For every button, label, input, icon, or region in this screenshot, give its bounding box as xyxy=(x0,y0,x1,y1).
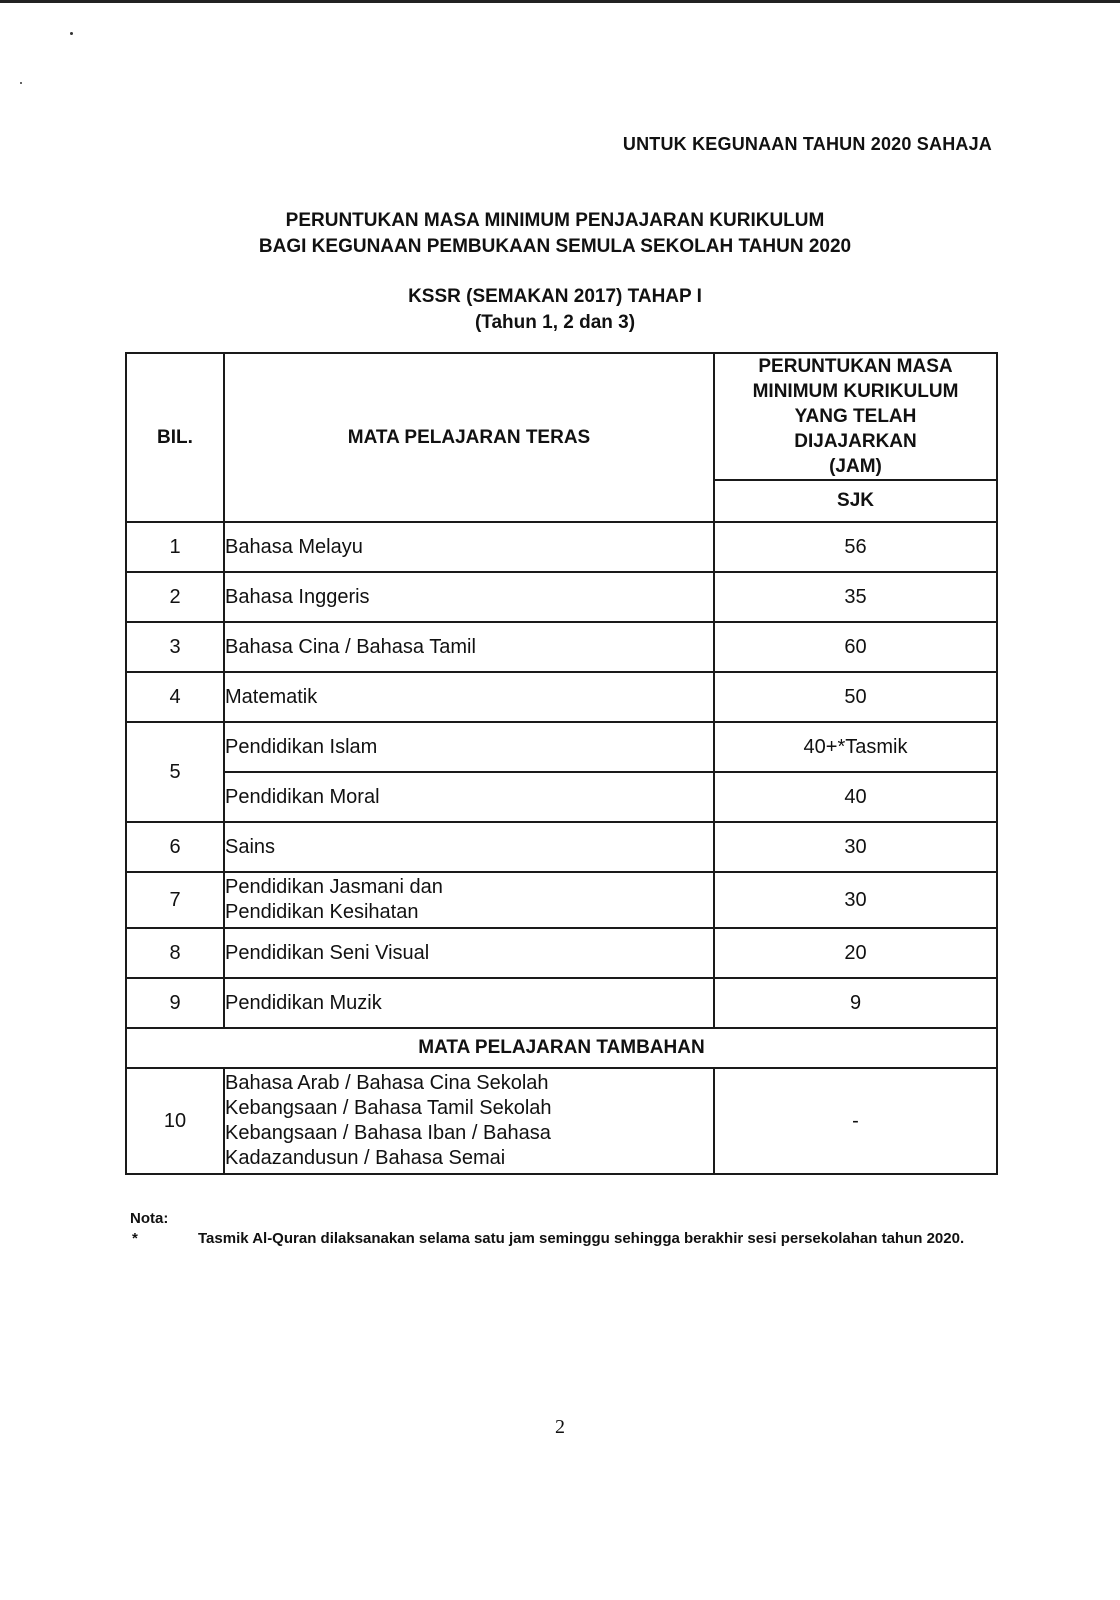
row-bil: 8 xyxy=(126,928,224,978)
row-bil: 3 xyxy=(126,622,224,672)
section-header-row xyxy=(126,1028,997,1068)
row-hours: 35 xyxy=(714,572,997,622)
title-line-1: PERUNTUKAN MASA MINIMUM PENJAJARAN KURIKULUM xyxy=(285,210,825,231)
note-item xyxy=(130,1229,998,1249)
row-bil: 10 xyxy=(126,1068,224,1174)
header-subject: MATA PELAJARAN TERAS xyxy=(224,353,714,522)
row-subject-line: Kebangsaan / Bahasa Tamil Sekolah xyxy=(225,1097,552,1119)
page-number: 2 xyxy=(555,1416,565,1438)
table-row xyxy=(126,928,997,978)
header-hours-line: DIJAJARKAN xyxy=(794,431,917,452)
row-hours: 30 xyxy=(714,872,997,928)
table-row xyxy=(126,722,997,772)
header-hours-line: PERUNTUKAN MASA xyxy=(758,356,953,377)
scan-speck xyxy=(70,32,73,35)
row-subject-line: Kebangsaan / Bahasa Iban / Bahasa xyxy=(225,1122,551,1144)
row-bil: 2 xyxy=(126,572,224,622)
row-subject: Pendidikan Moral xyxy=(224,772,714,822)
row-subject: Pendidikan Muzik xyxy=(224,978,714,1028)
notes-section xyxy=(130,1210,998,1249)
row-bil: 1 xyxy=(126,522,224,572)
row-hours: 56 xyxy=(714,522,997,572)
table-row xyxy=(126,572,997,622)
row-bil: 4 xyxy=(126,672,224,722)
row-hours: - xyxy=(714,1068,997,1174)
header-hours-line: MINIMUM KURIKULUM xyxy=(752,381,959,402)
table-row xyxy=(126,672,997,722)
curriculum-hours-table xyxy=(125,352,998,1175)
row-bil: 7 xyxy=(126,872,224,928)
table-row xyxy=(126,822,997,872)
row-hours: 20 xyxy=(714,928,997,978)
header-hours-line: YANG TELAH xyxy=(794,406,917,427)
subtitle-line-2: (Tahun 1, 2 dan 3) xyxy=(474,312,636,333)
row-subject: Bahasa Cina / Bahasa Tamil xyxy=(224,622,714,672)
table-row xyxy=(126,872,997,928)
table-row xyxy=(126,1068,997,1174)
row-subject-line: Pendidikan Kesihatan xyxy=(225,901,419,923)
note-bullet: * xyxy=(132,1230,138,1247)
row-hours: 9 xyxy=(714,978,997,1028)
header-hours-line: (JAM) xyxy=(829,456,882,477)
row-subject: Sains xyxy=(224,822,714,872)
row-bil: 5 xyxy=(126,722,224,822)
table-row xyxy=(126,522,997,572)
row-hours: 50 xyxy=(714,672,997,722)
row-bil: 9 xyxy=(126,978,224,1028)
row-subject: Bahasa Melayu xyxy=(224,522,714,572)
row-hours: 60 xyxy=(714,622,997,672)
row-hours: 40 xyxy=(714,772,997,822)
header-sjk: SJK xyxy=(714,480,997,522)
scan-speck xyxy=(20,82,22,84)
top-border-line xyxy=(0,0,1120,3)
row-hours: 30 xyxy=(714,822,997,872)
document-title xyxy=(120,208,990,260)
row-subject-line: Pendidikan Jasmani dan xyxy=(225,876,443,898)
row-bil: 6 xyxy=(126,822,224,872)
row-hours: 40+*Tasmik xyxy=(714,722,997,772)
table-row xyxy=(126,978,997,1028)
subtitle-line-1: KSSR (SEMAKAN 2017) TAHAP I xyxy=(408,286,702,307)
document-subtitle xyxy=(120,284,990,336)
header-hours xyxy=(714,353,997,480)
title-line-2: BAGI KEGUNAAN PEMBUKAAN SEMULA SEKOLAH TAHUN 2020 xyxy=(258,236,852,257)
row-subject: Bahasa Inggeris xyxy=(224,572,714,622)
table-row xyxy=(126,772,997,822)
row-subject xyxy=(224,872,714,928)
row-subject: Pendidikan Seni Visual xyxy=(224,928,714,978)
row-subject-line: Kadazandusun / Bahasa Semai xyxy=(225,1147,506,1169)
table-row xyxy=(126,622,997,672)
row-subject: Pendidikan Islam xyxy=(224,722,714,772)
additional-section-heading: MATA PELAJARAN TAMBAHAN xyxy=(126,1028,997,1068)
note-text: Tasmik Al-Quran dilaksanakan selama satu jam seminggu sehingga berakhir sesi persekolahan tahun 2020. xyxy=(198,1230,965,1247)
usage-note: UNTUK KEGUNAAN TAHUN 2020 SAHAJA xyxy=(622,134,992,154)
row-subject: Matematik xyxy=(224,672,714,722)
row-subject-line: Bahasa Arab / Bahasa Cina Sekolah xyxy=(225,1072,549,1094)
header-bil: BIL. xyxy=(126,353,224,522)
row-subject xyxy=(224,1068,714,1174)
notes-label: Nota: xyxy=(130,1210,169,1227)
